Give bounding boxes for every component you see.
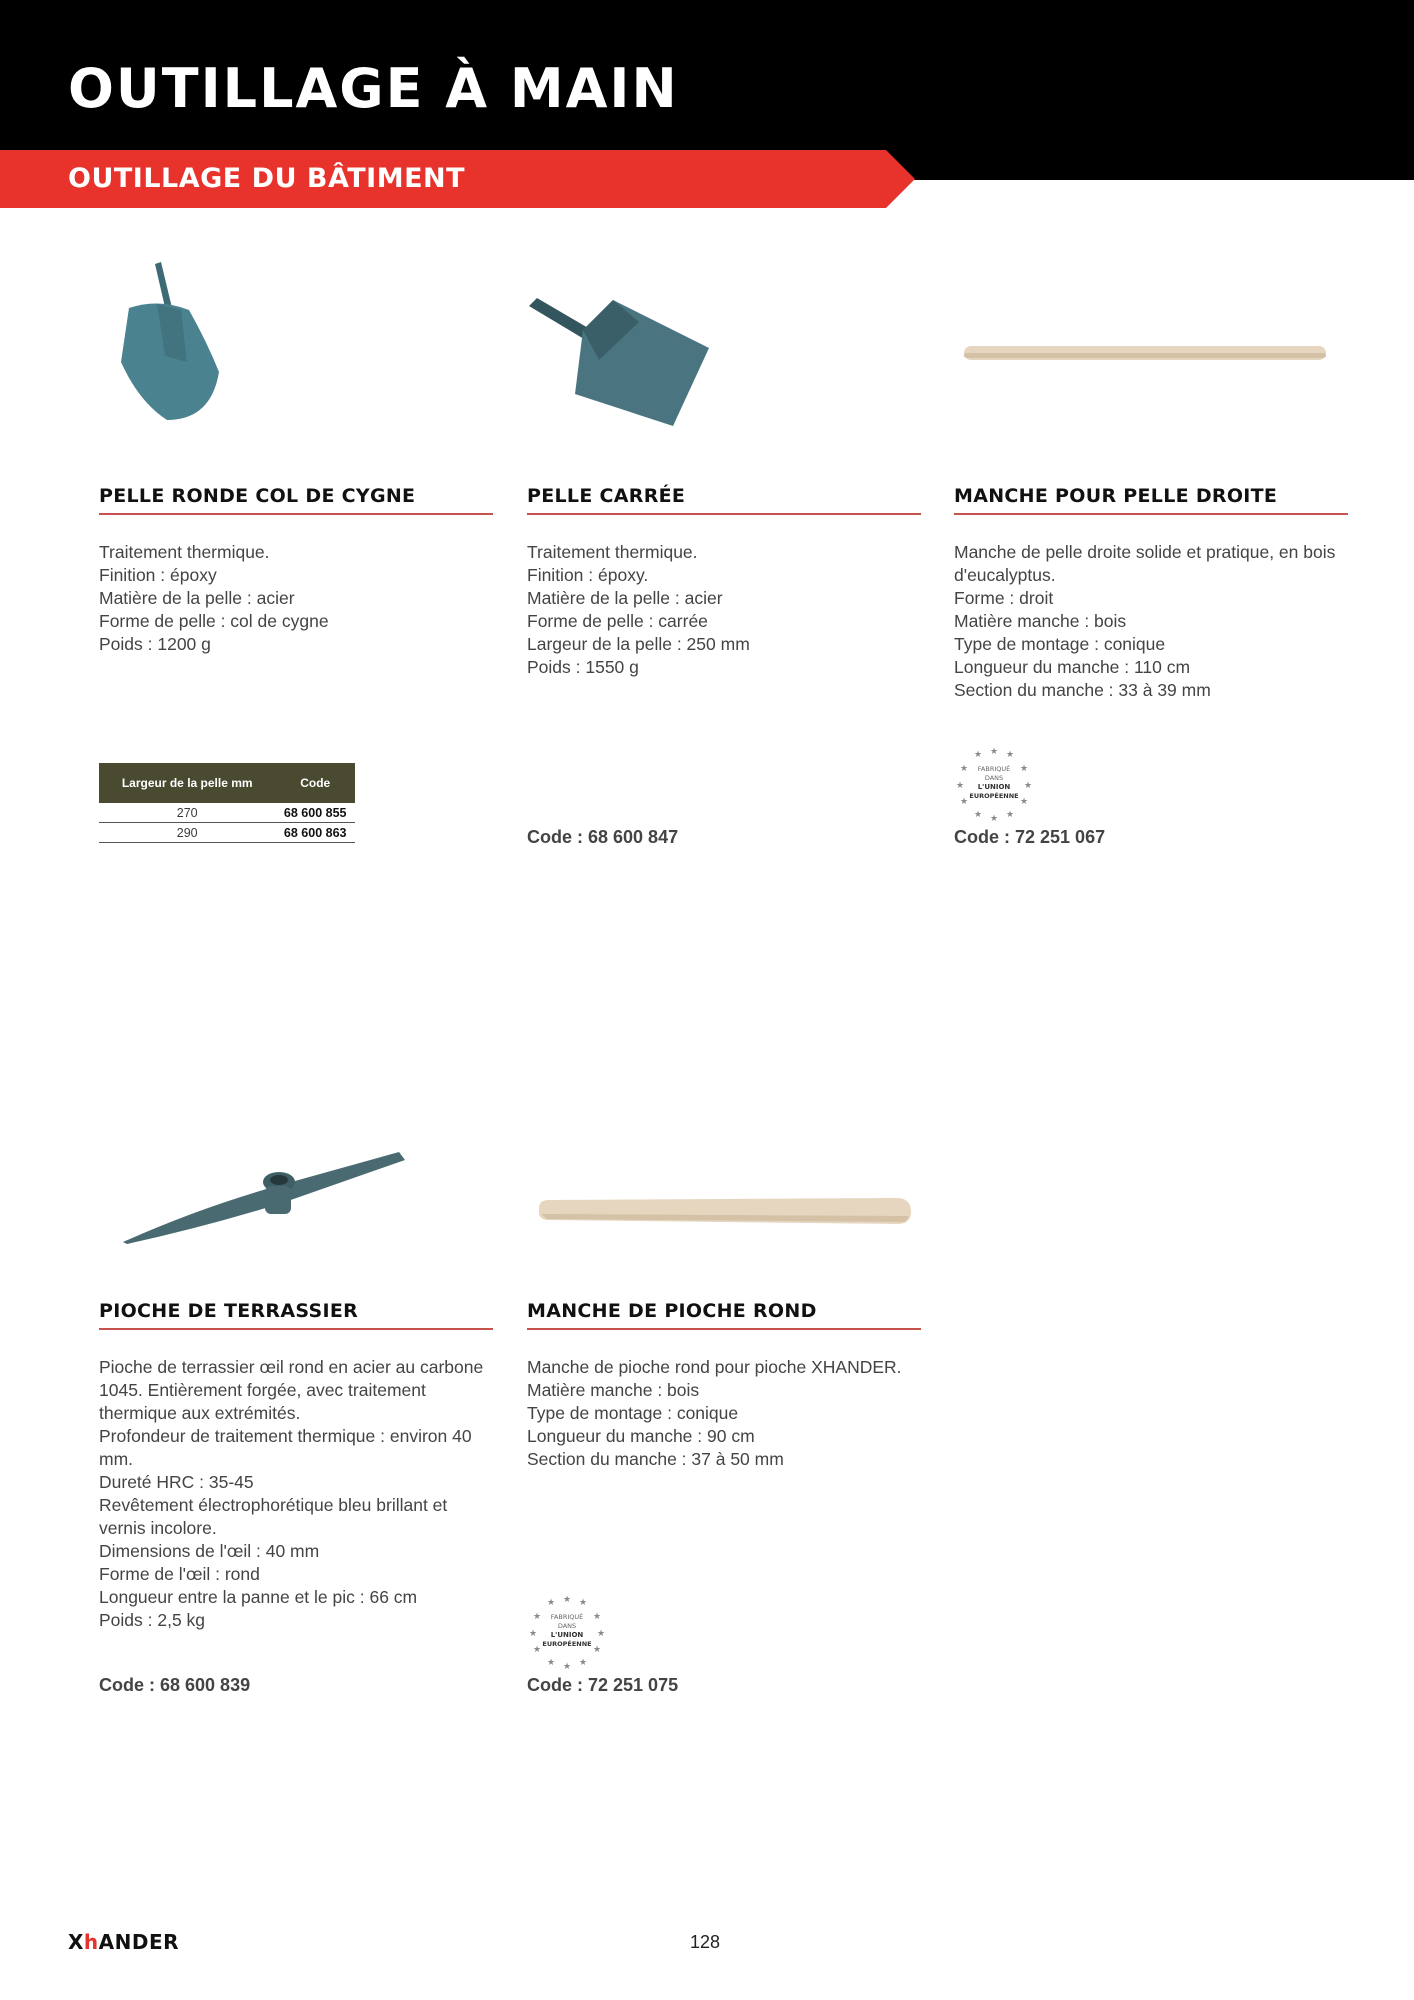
description-line: Type de montage : conique bbox=[954, 634, 1166, 654]
table-cell-code: 68 600 855 bbox=[275, 803, 355, 823]
svg-text:★: ★ bbox=[592, 1612, 602, 1622]
svg-text:★: ★ bbox=[578, 1598, 588, 1608]
table-cell-width: 290 bbox=[99, 823, 275, 843]
description-line: Matière de la pelle : acier bbox=[99, 588, 295, 608]
product-code: Code : 72 251 075 bbox=[527, 1675, 679, 1695]
description-line: Finition : époxy. bbox=[527, 565, 649, 585]
description-line: Longueur entre la panne et le pic : 66 cm bbox=[99, 1587, 418, 1607]
svg-text:★: ★ bbox=[989, 747, 999, 757]
svg-text:★: ★ bbox=[532, 1612, 542, 1622]
badge-line: FABRIQUÉ bbox=[550, 1613, 584, 1621]
description-line: Traitement thermique. bbox=[527, 542, 698, 562]
svg-text:★: ★ bbox=[1019, 797, 1029, 807]
description-line: Manche de pioche rond pour pioche XHANDER. bbox=[527, 1357, 902, 1377]
svg-text:★: ★ bbox=[973, 810, 983, 820]
description-line: Largeur de la pelle : 250 mm bbox=[527, 634, 750, 654]
spec-table bbox=[99, 763, 355, 843]
badge-line: DANS bbox=[984, 774, 1004, 782]
page-title: OUTILLAGE À MAIN bbox=[68, 57, 679, 120]
svg-text:★: ★ bbox=[959, 797, 969, 807]
svg-text:★: ★ bbox=[1005, 750, 1015, 760]
description-line: Traitement thermique. bbox=[99, 542, 270, 562]
product-code: Code : 72 251 067 bbox=[954, 827, 1106, 847]
svg-text:★: ★ bbox=[989, 814, 999, 824]
svg-text:★: ★ bbox=[532, 1645, 542, 1655]
badge-line: L'UNION bbox=[977, 783, 1011, 791]
description-line: Manche de pelle droite solide et pratique, en bois d'eucalyptus. bbox=[954, 542, 1336, 585]
description-line: Poids : 1200 g bbox=[99, 634, 211, 654]
product-description bbox=[527, 541, 921, 679]
svg-text:★: ★ bbox=[578, 1658, 588, 1668]
svg-text:★: ★ bbox=[528, 1629, 538, 1639]
description-line: Revêtement électrophorétique bleu brillant et vernis incolore. bbox=[99, 1495, 448, 1538]
svg-text:★: ★ bbox=[1019, 764, 1029, 774]
brand-logo bbox=[68, 1930, 179, 1954]
svg-text:★: ★ bbox=[592, 1645, 602, 1655]
description-line: Forme de l'œil : rond bbox=[99, 1564, 260, 1584]
wooden-handle-image bbox=[954, 250, 1348, 450]
product-title: MANCHE DE PIOCHE ROND bbox=[527, 1300, 921, 1330]
product-description bbox=[527, 1356, 921, 1471]
badge-line: EUROPÉENNE bbox=[542, 1640, 592, 1648]
description-line: Forme de pelle : carrée bbox=[527, 611, 708, 631]
product-description bbox=[954, 541, 1348, 702]
svg-text:★: ★ bbox=[546, 1658, 556, 1668]
description-line: Section du manche : 33 à 39 mm bbox=[954, 680, 1211, 700]
description-line: Forme de pelle : col de cygne bbox=[99, 611, 329, 631]
badge-line: EUROPÉENNE bbox=[969, 792, 1019, 800]
description-line: Poids : 1550 g bbox=[527, 657, 639, 677]
logo-accent: h bbox=[83, 1930, 99, 1954]
description-line: Forme : droit bbox=[954, 588, 1054, 608]
table-row bbox=[99, 803, 355, 823]
round-shovel-image bbox=[99, 250, 493, 450]
made-in-eu-badge bbox=[527, 1592, 607, 1672]
description-line: Pioche de terrassier œil rond en acier au carbone 1045. Entièrement forgée, avec traitement thermique aux extrémités. bbox=[99, 1357, 484, 1423]
description-line: Type de montage : conique bbox=[527, 1403, 739, 1423]
section-title: OUTILLAGE DU BÂTIMENT bbox=[68, 163, 466, 194]
description-line: Profondeur de traitement thermique : environ 40 mm. bbox=[99, 1426, 472, 1469]
svg-text:★: ★ bbox=[1023, 781, 1033, 791]
product-code: Code : 68 600 839 bbox=[99, 1675, 251, 1695]
column-header-width: Largeur de la pelle mm bbox=[99, 763, 275, 803]
badge-line: DANS bbox=[557, 1622, 577, 1630]
product-title: MANCHE POUR PELLE DROITE bbox=[954, 485, 1348, 515]
svg-text:★: ★ bbox=[955, 781, 965, 791]
logo-text: X bbox=[68, 1930, 84, 1954]
logo-text: ANDER bbox=[98, 1930, 180, 1954]
product-title: PIOCHE DE TERRASSIER bbox=[99, 1300, 493, 1330]
svg-text:★: ★ bbox=[562, 1662, 572, 1672]
description-line: Longueur du manche : 110 cm bbox=[954, 657, 1191, 677]
square-shovel-image bbox=[527, 250, 921, 450]
badge-line: L'UNION bbox=[550, 1631, 584, 1639]
description-line: Matière manche : bois bbox=[527, 1380, 700, 1400]
description-line: Section du manche : 37 à 50 mm bbox=[527, 1449, 784, 1469]
svg-text:★: ★ bbox=[959, 764, 969, 774]
badge-line: FABRIQUÉ bbox=[977, 765, 1011, 773]
description-line: Finition : époxy bbox=[99, 565, 217, 585]
description-line: Longueur du manche : 90 cm bbox=[527, 1426, 755, 1446]
page-number: 128 bbox=[690, 1932, 721, 1952]
description-line: Dimensions de l'œil : 40 mm bbox=[99, 1541, 320, 1561]
product-title: PELLE RONDE COL DE CYGNE bbox=[99, 485, 493, 515]
product-title: PELLE CARRÉE bbox=[527, 485, 921, 515]
svg-text:★: ★ bbox=[562, 1595, 572, 1605]
svg-text:★: ★ bbox=[596, 1629, 606, 1639]
svg-text:★: ★ bbox=[546, 1598, 556, 1608]
description-line: Dureté HRC : 35-45 bbox=[99, 1472, 254, 1492]
table-cell-width: 270 bbox=[99, 803, 275, 823]
svg-text:★: ★ bbox=[1005, 810, 1015, 820]
product-description bbox=[99, 1356, 493, 1632]
description-line: Matière manche : bois bbox=[954, 611, 1127, 631]
description-line: Poids : 2,5 kg bbox=[99, 1610, 206, 1630]
made-in-eu-badge bbox=[954, 744, 1034, 824]
column-header-code: Code bbox=[275, 763, 355, 803]
svg-text:★: ★ bbox=[973, 750, 983, 760]
product-code: Code : 68 600 847 bbox=[527, 827, 679, 847]
table-cell-code: 68 600 863 bbox=[275, 823, 355, 843]
table-header-row bbox=[99, 763, 355, 803]
table-row bbox=[99, 823, 355, 843]
product-description bbox=[99, 541, 493, 656]
description-line: Matière de la pelle : acier bbox=[527, 588, 723, 608]
